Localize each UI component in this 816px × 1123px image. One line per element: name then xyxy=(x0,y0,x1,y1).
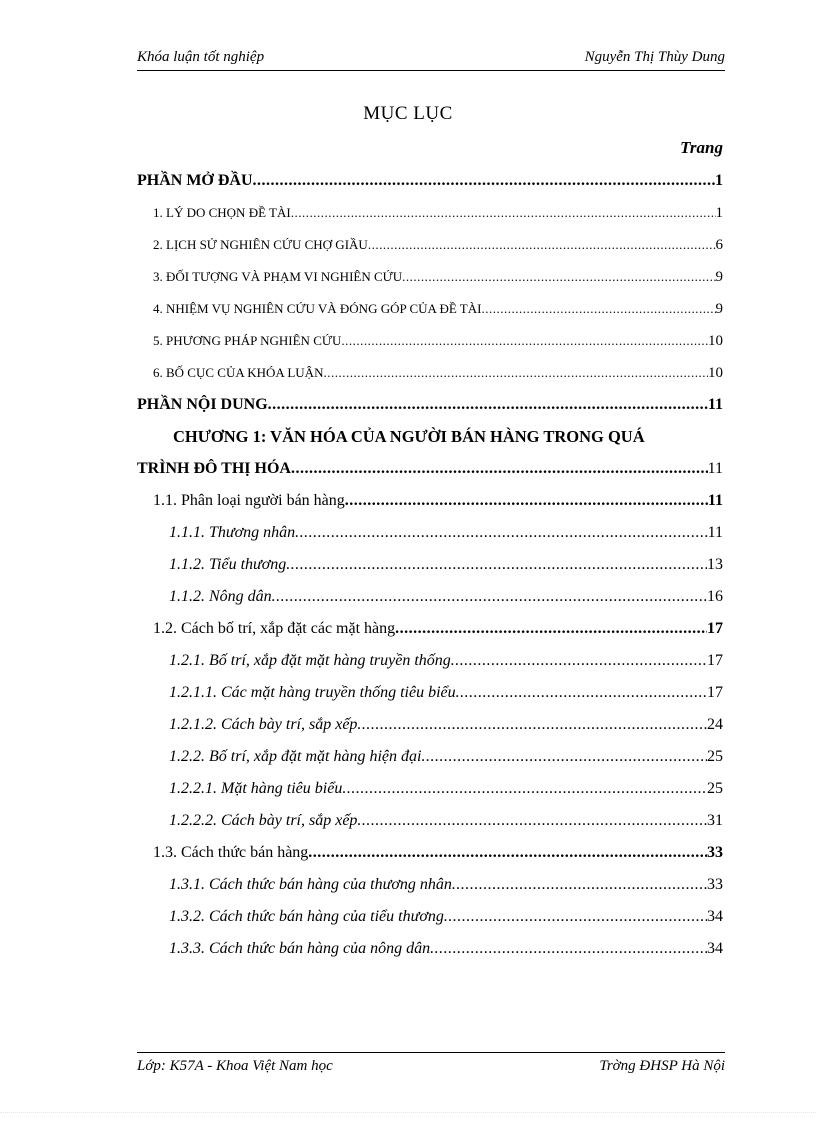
toc-entry-page: 10 xyxy=(708,365,723,381)
toc-entry-label: 5. PHƯƠNG PHÁP NGHIÊN CỨU xyxy=(153,333,342,348)
toc-entry-label: 1. LÝ DO CHỌN ĐỀ TÀI xyxy=(153,205,291,220)
toc-entry-label: 4. NHIỆM VỤ NGHIÊN CỨU VÀ ĐÓNG GÓP CỦA ĐỀ TÀI xyxy=(153,301,482,316)
toc-entry xyxy=(137,901,723,933)
toc-entry-page: 11 xyxy=(707,492,723,509)
dot-leader xyxy=(357,709,707,741)
toc-entry-label: TRÌNH ĐÔ THỊ HÓA xyxy=(137,460,291,477)
toc-entry-page: 11 xyxy=(707,460,723,477)
toc-entry-page: 34 xyxy=(707,940,723,957)
toc-entry-label: 1.1.2. Nông dân xyxy=(169,588,272,605)
toc-entry-page: 9 xyxy=(715,301,723,317)
dot-leader xyxy=(345,485,708,517)
header-thesis-type: Khóa luận tốt nghiệp xyxy=(137,49,265,65)
toc-entry xyxy=(137,549,723,581)
header-author: Nguyễn Thị Thùy Dung xyxy=(584,49,725,65)
toc-entry xyxy=(137,293,723,325)
page-header xyxy=(137,48,725,71)
toc-chapter-heading xyxy=(137,421,723,453)
dot-leader xyxy=(451,645,707,677)
footer-university: Trờng ĐHSP Hà Nội xyxy=(599,1058,725,1074)
page-column-label: Trang xyxy=(680,138,723,157)
toc-entry-label: 1.3.2. Cách thức bán hàng của tiểu thương xyxy=(169,908,444,925)
toc-entry-label: 1.1. Phân loại người bán hàng xyxy=(153,492,345,509)
toc-entry-page: 17 xyxy=(707,652,723,669)
toc-entry-page: 16 xyxy=(707,588,723,605)
toc-entry xyxy=(137,805,723,837)
toc-entry xyxy=(137,645,723,677)
page-footer xyxy=(137,1052,725,1079)
toc-entry xyxy=(137,581,723,613)
toc-entry xyxy=(137,741,723,773)
toc-entry-page: 6 xyxy=(715,237,723,253)
dot-leader xyxy=(268,389,708,421)
toc-entry-page: 33 xyxy=(707,876,723,893)
page-edge-divider xyxy=(0,1112,816,1113)
toc-entry-page: 17 xyxy=(707,684,723,701)
table-of-contents xyxy=(137,165,723,965)
toc-entry xyxy=(137,357,723,389)
toc-entry xyxy=(137,613,723,645)
toc-entry-page: 33 xyxy=(707,844,723,861)
dot-leader xyxy=(253,165,715,197)
toc-entry-label: 1.3. Cách thức bán hàng xyxy=(153,844,309,861)
dot-leader xyxy=(456,677,707,709)
toc-entry-label: 1.2.1.1. Các mặt hàng truyền thống tiêu biểu xyxy=(169,684,456,701)
toc-entry-label: 1.1.2. Tiểu thương xyxy=(169,556,287,573)
dot-leader xyxy=(452,869,707,901)
footer-class: Lớp: K57A - Khoa Việt Nam học xyxy=(137,1058,333,1074)
dot-leader xyxy=(444,901,707,933)
dot-leader xyxy=(286,549,707,581)
toc-entry-page: 25 xyxy=(707,780,723,797)
toc-entry-label: 1.2.1.2. Cách bày trí, sắp xếp xyxy=(169,716,358,733)
toc-entry-label: PHẦN NỘI DUNG xyxy=(137,396,268,413)
toc-entry-label: 1.2.2. Bố trí, xắp đặt mặt hàng hiện đại xyxy=(169,748,422,765)
toc-entry-label: 3. ĐỐI TƯỢNG VÀ PHẠM VI NGHIÊN CỨU xyxy=(153,269,403,284)
toc-entry-label: 1.2.2.2. Cách bày trí, sắp xếp xyxy=(169,812,358,829)
toc-entry-label: 2. LỊCH SỬ NGHIÊN CỨU CHỢ GIẦU xyxy=(153,237,368,252)
toc-entry xyxy=(137,261,723,293)
dot-leader xyxy=(295,517,707,549)
dot-leader xyxy=(368,229,716,261)
dot-leader xyxy=(395,613,707,645)
toc-entry xyxy=(137,453,723,485)
dot-leader xyxy=(308,837,707,869)
toc-entry xyxy=(137,709,723,741)
toc-entry-label: CHƯƠNG 1: VĂN HÓA CỦA NGƯỜI BÁN HÀNG TRONG QUÁ xyxy=(173,427,645,446)
toc-entry-label: 1.2. Cách bố trí, xắp đặt các mặt hàng xyxy=(153,620,396,637)
toc-entry-page: 17 xyxy=(707,620,723,637)
toc-entry xyxy=(137,517,723,549)
toc-entry-page: 11 xyxy=(707,396,723,413)
toc-entry-page: 24 xyxy=(707,716,723,733)
toc-entry-label: 1.3.3. Cách thức bán hàng của nông dân xyxy=(169,940,431,957)
toc-entry-page: 31 xyxy=(707,812,723,829)
toc-entry-label: 1.3.1. Cách thức bán hàng của thương nhân xyxy=(169,876,452,893)
toc-entry-page: 34 xyxy=(707,908,723,925)
toc-entry-label: 6. BỐ CỤC CỦA KHÓA LUẬN xyxy=(153,365,324,380)
page-title: MỤC LỤC xyxy=(363,103,453,124)
dot-leader xyxy=(341,325,708,357)
toc-entry-page: 11 xyxy=(707,524,723,541)
toc-entry xyxy=(137,197,723,229)
dot-leader xyxy=(481,293,715,325)
toc-entry-page: 25 xyxy=(707,748,723,765)
dot-leader xyxy=(291,453,708,485)
toc-entry xyxy=(137,933,723,965)
toc-entry-page: 13 xyxy=(707,556,723,573)
dot-leader xyxy=(291,197,716,229)
toc-entry-label: PHẦN MỞ ĐẦU xyxy=(137,172,253,189)
toc-entry-page: 9 xyxy=(715,269,723,285)
toc-entry xyxy=(137,773,723,805)
toc-entry xyxy=(137,389,723,421)
toc-entry-page: 1 xyxy=(715,172,723,189)
toc-entry xyxy=(137,837,723,869)
dot-leader xyxy=(323,357,708,389)
toc-entry xyxy=(137,485,723,517)
toc-entry xyxy=(137,325,723,357)
dot-leader xyxy=(272,581,707,613)
toc-entry-label: 1.2.1. Bố trí, xắp đặt mặt hàng truyền thống xyxy=(169,652,451,669)
toc-entry xyxy=(137,677,723,709)
toc-entry-label: 1.2.2.1. Mặt hàng tiêu biểu xyxy=(169,780,343,797)
toc-entry-page: 1 xyxy=(715,205,723,221)
dot-leader xyxy=(421,741,707,773)
toc-entry-page: 10 xyxy=(708,333,723,349)
dot-leader xyxy=(402,261,715,293)
toc-entry xyxy=(137,229,723,261)
dot-leader xyxy=(342,773,707,805)
dot-leader xyxy=(430,933,707,965)
toc-entry-label: 1.1.1. Thương nhân xyxy=(169,524,296,541)
toc-entry xyxy=(137,869,723,901)
toc-entry xyxy=(137,165,723,197)
dot-leader xyxy=(357,805,707,837)
